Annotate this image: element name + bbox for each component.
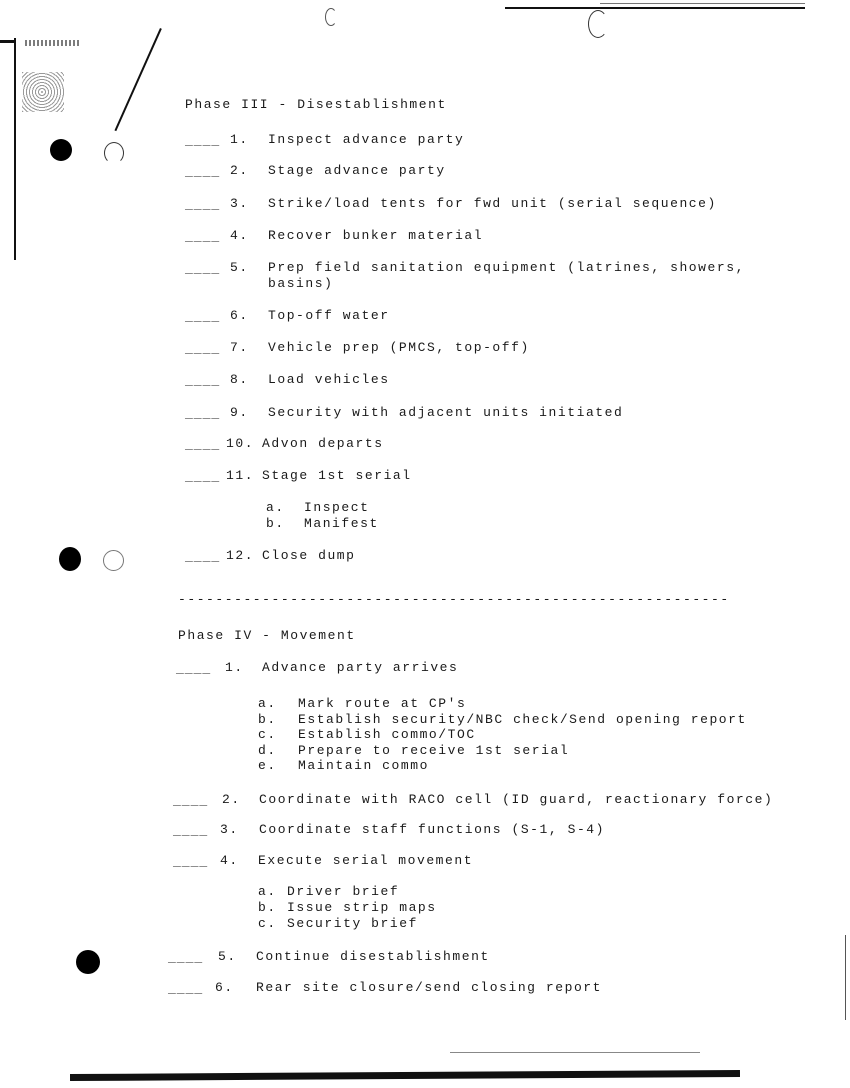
subitem-letter: e. xyxy=(258,758,277,773)
subitem-text: Issue strip maps xyxy=(287,900,437,915)
item-text: Vehicle prep (PMCS, top-off) xyxy=(268,340,530,355)
item-number: 2. xyxy=(230,163,249,178)
hole-punch-ring xyxy=(325,8,337,26)
scan-edge-top xyxy=(505,7,805,9)
subitem-text: Mark route at CP's xyxy=(298,696,467,711)
section-separator: ----------------------------------------------------------- xyxy=(178,592,730,607)
item-text: Top-off water xyxy=(268,308,390,323)
scan-edge-top-2 xyxy=(600,3,805,4)
scan-edge-left-tick xyxy=(0,40,14,43)
checkbox-blank[interactable]: ____ xyxy=(185,437,221,452)
scan-noise xyxy=(22,72,64,112)
item-number: 10. xyxy=(226,436,255,451)
scan-noise-2 xyxy=(25,40,80,46)
item-number: 5. xyxy=(230,260,249,275)
hole-punch xyxy=(59,547,81,571)
checkbox-blank[interactable]: ____ xyxy=(185,133,221,148)
checkbox-blank[interactable]: ____ xyxy=(168,981,204,996)
item-text: Recover bunker material xyxy=(268,228,484,243)
item-text: Coordinate with RACO cell (ID guard, reactionary force) xyxy=(259,792,774,807)
subitem-text: Establish commo/TOC xyxy=(298,727,476,742)
item-number: 1. xyxy=(225,660,244,675)
item-text: Continue disestablishment xyxy=(256,949,490,964)
item-text: Stage advance party xyxy=(268,163,446,178)
checkbox-blank[interactable]: ____ xyxy=(185,469,221,484)
phase-title: Phase IV - Movement xyxy=(178,628,356,643)
hole-punch-ring xyxy=(103,550,124,571)
item-number: 12. xyxy=(226,548,255,563)
item-text: Advon departs xyxy=(262,436,384,451)
item-number: 6. xyxy=(215,980,234,995)
subitem-letter: c. xyxy=(258,916,277,931)
item-number: 5. xyxy=(218,949,237,964)
item-number: 11. xyxy=(226,468,255,483)
checkbox-blank[interactable]: ____ xyxy=(185,549,221,564)
hole-punch xyxy=(50,139,72,161)
checkbox-blank[interactable]: ____ xyxy=(185,164,221,179)
checkbox-blank[interactable]: ____ xyxy=(185,406,221,421)
subitem-text: Maintain commo xyxy=(298,758,429,773)
checkbox-blank[interactable]: ____ xyxy=(185,197,221,212)
item-text: Security with adjacent units initiated xyxy=(268,405,624,420)
checkbox-blank[interactable]: ____ xyxy=(185,261,221,276)
phase-title: Phase III - Disestablishment xyxy=(185,97,447,112)
item-number: 3. xyxy=(220,822,239,837)
subitem-text: Security brief xyxy=(287,916,418,931)
checkbox-blank[interactable]: ____ xyxy=(173,793,209,808)
scan-edge-bottom xyxy=(70,1070,740,1081)
subitem-letter: a. xyxy=(266,500,285,515)
item-number: 1. xyxy=(230,132,249,147)
item-text: Execute serial movement xyxy=(258,853,474,868)
item-number: 7. xyxy=(230,340,249,355)
item-text: Coordinate staff functions (S-1, S-4) xyxy=(259,822,605,837)
item-text: Rear site closure/send closing report xyxy=(256,980,602,995)
scan-diagonal-line xyxy=(114,28,161,131)
item-number: 3. xyxy=(230,196,249,211)
subitem-text: Prepare to receive 1st serial xyxy=(298,743,570,758)
subitem-letter: a. xyxy=(258,884,277,899)
subitem-text: Manifest xyxy=(304,516,379,531)
item-text: Advance party arrives xyxy=(262,660,459,675)
checkbox-blank[interactable]: ____ xyxy=(185,341,221,356)
checkbox-blank[interactable]: ____ xyxy=(173,823,209,838)
hole-punch-ring xyxy=(104,142,124,164)
subitem-letter: b. xyxy=(266,516,285,531)
item-text: Strike/load tents for fwd unit (serial sequence) xyxy=(268,196,717,211)
checkbox-blank[interactable]: ____ xyxy=(185,373,221,388)
checkbox-blank[interactable]: ____ xyxy=(168,950,204,965)
item-text: Inspect advance party xyxy=(268,132,465,147)
item-text-continued: basins) xyxy=(268,276,334,291)
subitem-letter: d. xyxy=(258,743,277,758)
item-number: 9. xyxy=(230,405,249,420)
subitem-text: Inspect xyxy=(304,500,370,515)
item-number: 8. xyxy=(230,372,249,387)
item-text: Prep field sanitation equipment (latrines, showers, xyxy=(268,260,745,275)
subitem-letter: b. xyxy=(258,712,277,727)
scan-edge-left xyxy=(14,38,16,260)
item-number: 2. xyxy=(222,792,241,807)
checkbox-blank[interactable]: ____ xyxy=(176,661,212,676)
item-text: Load vehicles xyxy=(268,372,390,387)
item-number: 4. xyxy=(220,853,239,868)
item-number: 4. xyxy=(230,228,249,243)
checkbox-blank[interactable]: ____ xyxy=(185,309,221,324)
item-text: Stage 1st serial xyxy=(262,468,412,483)
subitem-letter: c. xyxy=(258,727,277,742)
checkbox-blank[interactable]: ____ xyxy=(173,854,209,869)
hole-punch xyxy=(76,950,100,974)
subitem-text: Establish security/NBC check/Send opening report xyxy=(298,712,747,727)
scan-edge-right xyxy=(845,935,846,1020)
hole-punch-ring xyxy=(588,10,608,38)
checkbox-blank[interactable]: ____ xyxy=(185,229,221,244)
item-number: 6. xyxy=(230,308,249,323)
item-text: Close dump xyxy=(262,548,356,563)
subitem-text: Driver brief xyxy=(287,884,400,899)
scan-edge-bottom-thin xyxy=(450,1052,700,1053)
subitem-letter: a. xyxy=(258,696,277,711)
subitem-letter: b. xyxy=(258,900,277,915)
